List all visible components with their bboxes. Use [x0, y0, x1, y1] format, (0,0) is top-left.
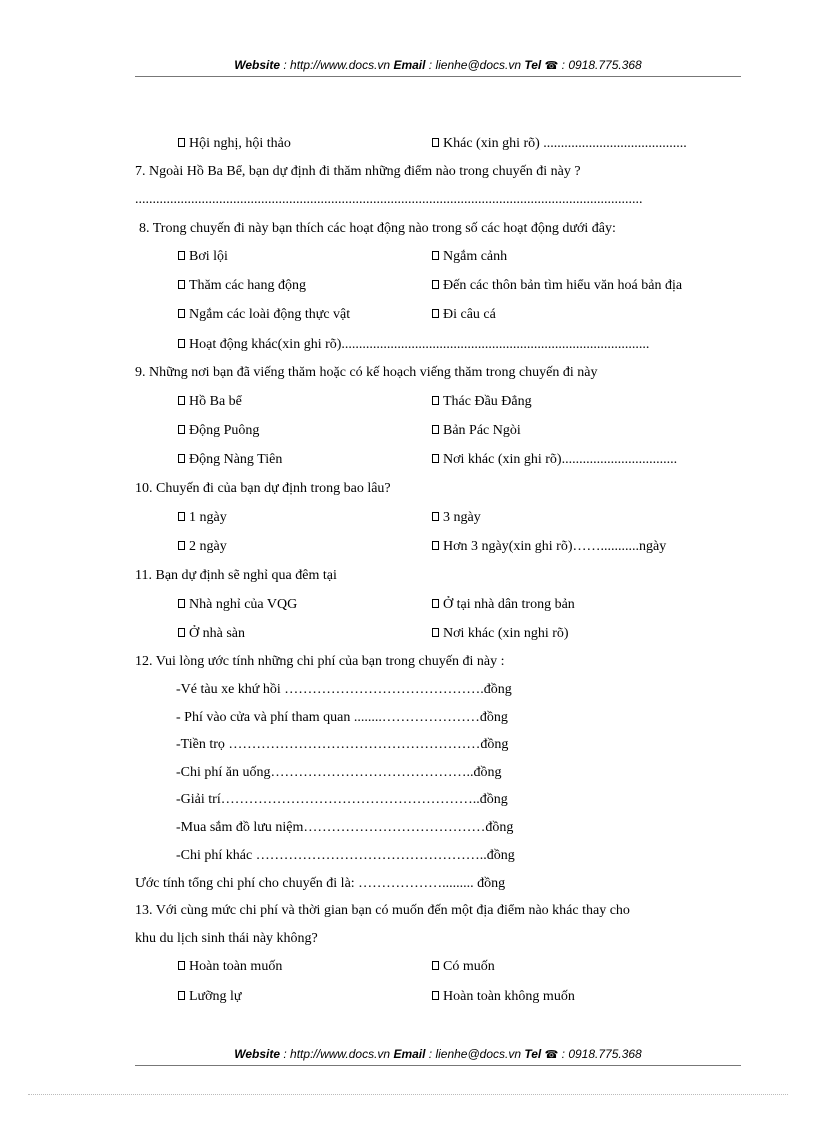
footer-email-label: Email [393, 1047, 426, 1061]
header-tel-value: : 0918.775.368 [558, 58, 642, 72]
list-item[interactable]: Ngắm các loài động thực vật [178, 307, 350, 323]
checkbox-icon[interactable] [432, 396, 439, 405]
list-item[interactable]: Ở nhà sàn [178, 626, 245, 642]
list-item[interactable]: Ngắm cảnh [432, 249, 507, 265]
checkbox-icon[interactable] [178, 138, 185, 147]
list-item[interactable]: 2 ngày [178, 539, 227, 555]
page-footer [135, 1047, 741, 1061]
checkbox-icon[interactable] [178, 599, 185, 608]
checkbox-icon[interactable] [432, 628, 439, 637]
list-item[interactable]: Hoàn toàn không muốn [432, 989, 575, 1005]
expense-line[interactable]: -Vé tàu xe khứ hồi …………………………………….đồng [176, 682, 512, 697]
list-item[interactable]: Thác Đầu Đẳng [432, 394, 532, 410]
list-item[interactable]: Bản Pác Ngòi [432, 423, 521, 439]
checkbox-icon[interactable] [432, 280, 439, 289]
checkbox-icon[interactable] [432, 138, 439, 147]
question-13-cont: khu du lịch sinh thái này không? [135, 931, 318, 946]
header-website-value[interactable]: : http://www.docs.vn [280, 58, 394, 72]
list-item[interactable]: Nơi khác (xin nghi rõ) [432, 626, 569, 642]
expense-line[interactable]: - Phí vào cửa và phí tham quan ........…………………đồng [176, 710, 508, 725]
checkbox-icon[interactable] [178, 628, 185, 637]
footer-tel-label: Tel [524, 1047, 542, 1061]
header-email-label: Email [393, 58, 426, 72]
checkbox-icon[interactable] [432, 512, 439, 521]
checkbox-icon[interactable] [178, 541, 185, 550]
question-9: 9. Những nơi bạn đã viếng thăm hoặc có kế hoạch viếng thăm trong chuyến đi này [135, 365, 598, 380]
list-item[interactable]: Hồ Ba bể [178, 394, 242, 410]
checkbox-icon[interactable] [432, 251, 439, 260]
footer-tel-value: : 0918.775.368 [558, 1047, 642, 1061]
header-email-value[interactable]: : lienhe@docs.vn [425, 58, 525, 72]
list-item[interactable]: Ở tại nhà dân trong bản [432, 597, 575, 613]
checkbox-icon[interactable] [178, 991, 185, 1000]
list-item[interactable]: Bơi lội [178, 249, 228, 265]
expense-line[interactable]: -Chi phí ăn uống……………………………………..đồng [176, 765, 502, 780]
checkbox-icon[interactable] [432, 961, 439, 970]
checkbox-icon[interactable] [432, 991, 439, 1000]
header-website-label: Website [234, 58, 281, 72]
expense-line[interactable]: -Giải trí………………………………………………..đồng [176, 792, 508, 807]
question-10: 10. Chuyến đi của bạn dự định trong bao lâu? [135, 481, 391, 496]
list-item[interactable]: Nhà nghỉ của VQG [178, 597, 297, 613]
expense-line[interactable]: -Chi phí khác …………………………………………..đồng [176, 848, 515, 863]
checkbox-icon[interactable] [178, 280, 185, 289]
list-item[interactable]: Đi câu cá [432, 307, 496, 323]
checkbox-icon[interactable] [178, 251, 185, 260]
expense-line[interactable]: -Mua sắm đồ lưu niệm…………………………………đồng [176, 820, 514, 835]
question-7: 7. Ngoài Hồ Ba Bể, bạn dự định đi thăm những điểm nào trong chuyến đi này ? [135, 164, 581, 179]
checkbox-icon[interactable] [178, 396, 185, 405]
list-item[interactable]: Hoàn toàn muốn [178, 959, 282, 975]
list-item[interactable]: Động Puông [178, 423, 259, 439]
footer-email-value[interactable]: : lienhe@docs.vn [425, 1047, 525, 1061]
checkbox-icon[interactable] [432, 425, 439, 434]
phone-icon: ☎ [544, 60, 559, 72]
page-header [135, 58, 741, 72]
checkbox-icon[interactable] [178, 961, 185, 970]
checkbox-icon[interactable] [432, 541, 439, 550]
checkbox-icon[interactable] [432, 454, 439, 463]
checkbox-icon[interactable] [432, 309, 439, 318]
checkbox-icon[interactable] [178, 339, 185, 348]
list-item[interactable]: Hoạt động khác(xin ghi rõ)........................................................................................ [178, 337, 736, 353]
checkbox-icon[interactable] [178, 309, 185, 318]
list-item[interactable]: Động Nàng Tiên [178, 452, 282, 468]
list-item[interactable]: Hơn 3 ngày(xin ghi rõ)……...........ngày [432, 539, 666, 555]
list-item[interactable]: 3 ngày [432, 510, 481, 526]
list-item[interactable]: Đến các thôn bản tìm hiểu văn hoá bản địa [432, 278, 682, 294]
expense-line[interactable]: -Tiền trọ ………………………………………………đồng [176, 737, 509, 752]
question-8: 8. Trong chuyến đi này bạn thích các hoạt động nào trong số các hoạt động dưới đây: [139, 221, 616, 236]
phone-icon: ☎ [544, 1049, 559, 1061]
checkbox-icon[interactable] [178, 425, 185, 434]
question-11: 11. Bạn dự định sẽ nghỉ qua đêm tại [135, 568, 337, 583]
checkbox-icon[interactable] [178, 512, 185, 521]
expense-total[interactable]: Ước tính tổng chi phí cho chuyến đi là: ………………......... đồng [135, 876, 506, 891]
page-boundary [28, 1094, 788, 1095]
question-12: 12. Vui lòng ước tính những chi phí của bạn trong chuyến đi này : [135, 654, 505, 669]
footer-website-value[interactable]: : http://www.docs.vn [280, 1047, 394, 1061]
footer-website-label: Website [234, 1047, 281, 1061]
answer-line[interactable]: ................................................................................................................................................. [135, 192, 643, 207]
footer-rule [135, 1065, 741, 1066]
checkbox-icon[interactable] [178, 454, 185, 463]
header-tel-label: Tel [524, 58, 542, 72]
list-item[interactable]: 1 ngày [178, 510, 227, 526]
list-item[interactable]: Lưỡng lự [178, 989, 242, 1005]
question-13: 13. Với cùng mức chi phí và thời gian bạn có muốn đến một địa điểm nào khác thay cho [135, 903, 630, 918]
list-item[interactable]: Khác (xin ghi rõ) ......................................... [432, 136, 687, 152]
list-item[interactable]: Hội nghị, hội thảo [178, 136, 291, 152]
list-item[interactable]: Có muốn [432, 959, 495, 975]
list-item[interactable]: Thăm các hang động [178, 278, 306, 294]
checkbox-icon[interactable] [432, 599, 439, 608]
list-item[interactable]: Nơi khác (xin ghi rõ)................................. [432, 452, 677, 468]
header-rule [135, 76, 741, 77]
